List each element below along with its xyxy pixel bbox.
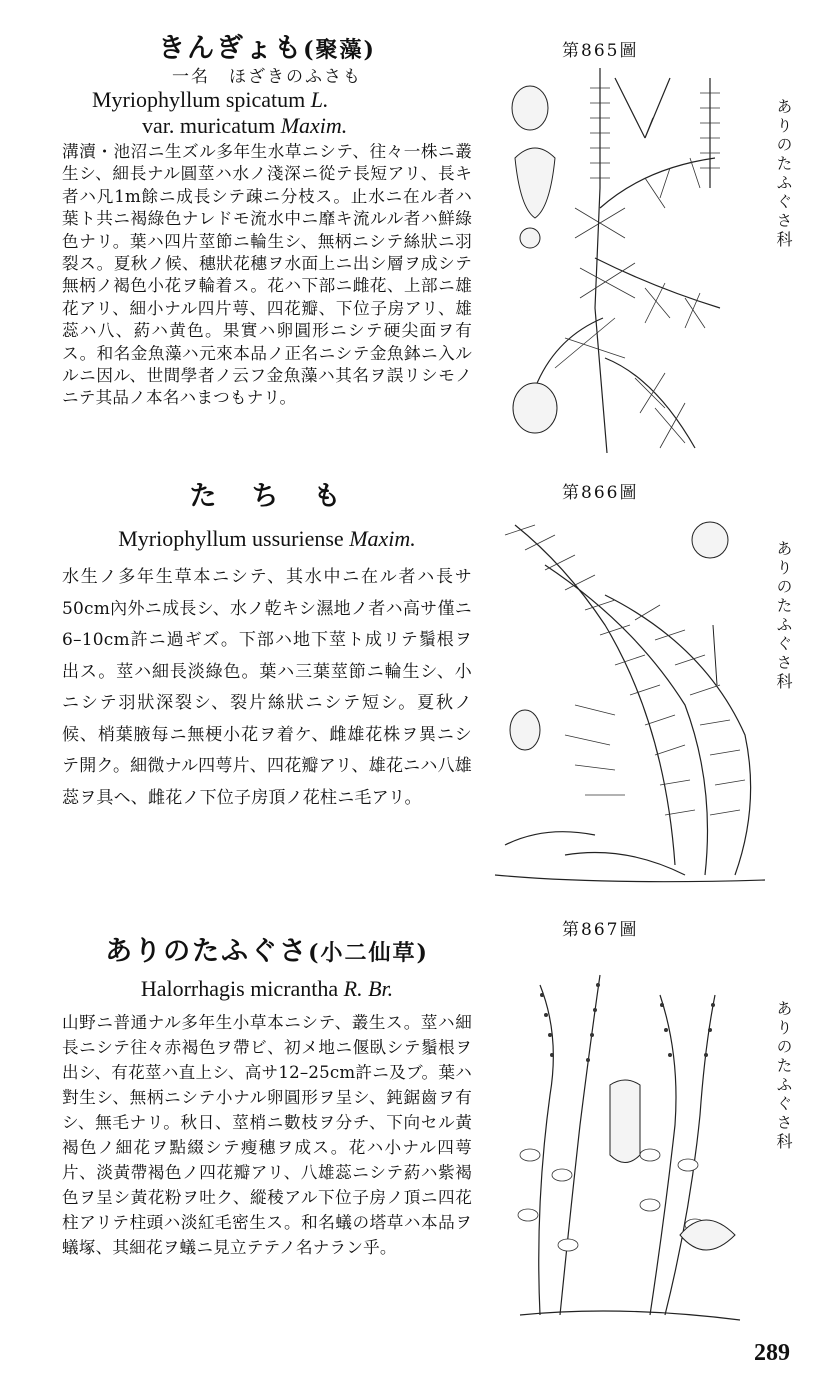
figure-label-866: 第866圖 bbox=[562, 483, 639, 503]
illustration-865 bbox=[495, 58, 735, 458]
entry-description: 山野ニ普通ナル多年生小草本ニシテ、叢生ス。莖ハ細長ニシテ往々赤褐色ヲ帶ビ、初メ地ニ偃臥シテ鬚根ヲ出シ、有花莖ハ直上シ、高サ12–25cm許ニ及ブ。葉ハ對生シ、無柄ニシテ小ナル卵圓形ヲ呈シ、鈍鋸齒ヲ有シ、無毛ナリ。秋日、莖梢ニ數枝ヲ分チ、下向セル黃褐色ノ細花ヲ點綴シテ瘦穗ヲ成ス。花ハ小ナル四萼片、淡黃帶褐色ノ四花瓣アリ、八雄蕊ニシテ葯ハ紫褐色ヲ呈シ黃花粉ヲ吐ク、縱稜アル下位子房ノ頂ニ四花柱アリテ柱頭ハ淡紅毛密生ス。和名蟻の塔草ハ本品ヲ蟻塚、其細花ヲ蟻ニ見立テテノ名ナラン乎。 bbox=[62, 1013, 472, 1257]
entry-arinotafugusa bbox=[62, 935, 472, 1260]
entry-title: た ち も bbox=[189, 481, 345, 512]
scientific-name: Myriophyllum spicatum L. bbox=[92, 87, 329, 112]
page-number: 289 bbox=[754, 1340, 790, 1366]
alternate-name: 一名 ほざきのふさも bbox=[172, 67, 362, 87]
entry-tachimo bbox=[62, 480, 472, 814]
scientific-name: Myriophyllum ussuriense Maxim. bbox=[118, 526, 416, 551]
figure-label-865: 第865圖 bbox=[562, 41, 639, 61]
entry-title-alt: (聚藻) bbox=[303, 37, 376, 63]
entry-title-text: ありのたふぐさ bbox=[105, 936, 309, 967]
scientific-name: Halorrhagis micrantha R. Br. bbox=[140, 976, 394, 1001]
entry-title bbox=[62, 935, 472, 970]
entry-title-text: きんぎょも bbox=[158, 33, 304, 64]
scientific-variety: var. muricatum Maxim. bbox=[142, 113, 348, 138]
entry-title bbox=[62, 32, 472, 67]
figure-family-866: ありのたふぐさ科 bbox=[774, 540, 793, 692]
figure-family-865: ありのたふぐさ科 bbox=[774, 98, 793, 250]
figure-family-867: ありのたふぐさ科 bbox=[774, 1000, 793, 1152]
entry-kingyomo bbox=[62, 32, 472, 410]
entry-description: 溝瀆・池沼ニ生ズル多年生水草ニシテ、往々一株ニ叢生シ、細長ナル圓莖ハ水ノ淺深ニ從テ長短アリ、長キ者ハ凡1m餘ニ成長シテ疎ニ分枝ス。止水ニ在ル者ハ葉ト共ニ褐綠色ナレドモ流水中ニ靡キ流ルル者ハ鮮綠色ナリ。葉ハ四片莖節ニ輪生シ、無柄ニシテ絲狀ニ羽裂ス。夏秋ノ候、穗狀花穗ヲ水面上ニ出シ層ヲ成シテ無柄ノ褐色小花ヲ輪着ス。花ハ下部ニ雌花、上部ニ雄花アリ、細小ナル四片萼、四花瓣、下位子房アリ、雄蕊ハ八、葯ハ黄色。果實ハ卵圓形ニシテ硬尖面ヲ有ス。和名金魚藻ハ元來本品ノ正名ニシテ金魚鉢ニ入ルルニ因ル、世間學者ノ云フ金魚藻ハ其名ヲ誤リシモノニテ其品ノ本名ハまつもナリ。 bbox=[62, 142, 472, 408]
figure-label-867: 第867圖 bbox=[562, 920, 639, 940]
entry-title-alt: (小二仙草) bbox=[308, 940, 429, 966]
entry-description: 水生ノ多年生草本ニシテ、其水中ニ在ル者ハ長サ50cm內外ニ成長シ、水ノ乾キシ濕地ノ者ハ高サ僅ニ6–10cm許ニ過ギズ。下部ハ地下莖ト成リテ鬚根ヲ出ス。莖ハ細長淡綠色。葉ハ三葉莖節ニ輪生シ、小ニシテ羽狀深裂シ、裂片絲狀ニシテ短シ。夏秋ノ候、梢葉腋每ニ無梗小花ヲ着ケ、雌雄花株ヲ異ニシテ開ク。細微ナル四萼片、四花瓣アリ、雄花ニハ八雄蕊ヲ具ヘ、雌花ノ下位子房頂ノ花柱ニ毛アリ。 bbox=[62, 567, 472, 808]
illustration-866 bbox=[485, 505, 775, 900]
illustration-867 bbox=[500, 955, 760, 1325]
